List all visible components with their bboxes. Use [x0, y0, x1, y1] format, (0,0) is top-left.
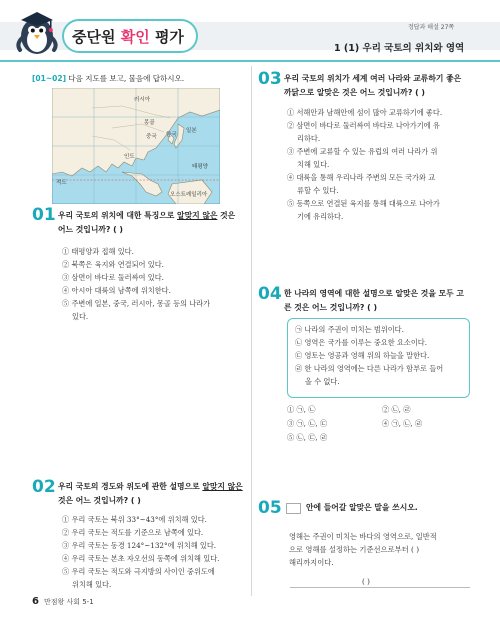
answer-underline	[290, 587, 470, 588]
question-number: 03	[258, 69, 282, 89]
asia-map	[52, 88, 220, 204]
choice-item[interactable]: ③ 우리 국토는 동경 124°~132°에 위치해 있다.	[62, 541, 217, 550]
statement-item: ㉣ 한 나라의 영역에는 다른 나라가 함부로 들어	[295, 364, 444, 373]
choice-item[interactable]: ⑤ 동쪽으로 연결된 육지를 통해 대륙으로 나아가	[287, 199, 440, 208]
map-label-mongolia: 몽골	[144, 120, 155, 126]
statement-item: ㉠ 나라의 주권이 미치는 범위이다.	[295, 325, 404, 334]
option-item[interactable]: ③ ㉠, ㉡, ㉢	[287, 419, 328, 428]
question-number: 02	[32, 477, 56, 497]
choice-item[interactable]: ② 북쪽은 육지와 연결되어 있다.	[62, 260, 164, 269]
statement-item: ㉢ 영토는 영공과 영해 위의 하늘을 말한다.	[295, 351, 430, 360]
map-label-australia: 오스트레일리아	[170, 192, 208, 198]
option-item[interactable]: ① ㉠, ㉡	[287, 405, 316, 414]
choice-item[interactable]: ④ 아시아 대륙의 남쪽에 위치한다.	[62, 286, 171, 295]
question-number: 05	[258, 498, 282, 518]
option-item[interactable]: ⑤ ㉡, ㉢, ㉣	[287, 433, 328, 442]
choice-item[interactable]: ④ 대륙을 통해 우리나라 주변의 모든 국가와 교	[287, 173, 436, 182]
choice-item[interactable]: ① 우리 국토는 북위 33°~43°에 위치해 있다.	[62, 515, 207, 524]
choice-item[interactable]: ③ 삼면이 바다로 둘러싸여 있다.	[62, 273, 164, 282]
choice-item[interactable]: ② 우리 국토는 적도를 기준으로 남쪽에 있다.	[62, 528, 204, 537]
option-item[interactable]: ② ㉡, ㉣	[382, 405, 411, 414]
fill-in-blank-box[interactable]	[286, 503, 301, 514]
choice-continuation: 치해 있다.	[297, 160, 330, 169]
question-text: 한 나라의 영역에 대한 설명으로 알맞은 것을 모두 고 른 것은 어느 것입니까? ( )	[284, 289, 464, 312]
instruction: [01~02] 다음 지도를 보고, 물음에 답하시오.	[32, 74, 185, 83]
statement-item: ㉡ 영역은 국가를 이루는 중요한 요소이다.	[295, 338, 427, 347]
question-text: 우리 국토의 위치가 세계 여러 나라와 교류하기 좋은 까닭으로 알맞은 것은 어느 것입니까? ( )	[284, 74, 462, 97]
choice-continuation: 있다.	[72, 312, 89, 321]
question-text: 안에 들어갈 알맞은 말을 쓰시오.	[306, 503, 418, 512]
choice-item[interactable]: ④ 우리 국토는 본초 자오선의 동쪽에 위치해 있다.	[62, 554, 220, 563]
book-title: 만점왕 사회 5-1	[43, 598, 94, 606]
question-text: 우리 국토의 경도와 위도에 관한 설명으로 알맞지 않은 것은 어느 것입니까? ( )	[58, 482, 243, 505]
page-number: 6	[32, 596, 39, 607]
map-label-equator: 적도	[56, 180, 67, 186]
question-text: 우리 국토의 위치에 대한 특징으로 알맞지 않은 것은 어느 것입니까? ( )	[58, 211, 236, 234]
map-label-japan: 일본	[186, 128, 197, 134]
answer-reference: 정답과 해설 27쪽	[408, 24, 455, 31]
choice-list	[62, 513, 250, 591]
statement-list	[295, 323, 467, 388]
header-divider	[0, 60, 500, 62]
section-title: 1 (1) 우리 국토의 위치와 영역	[334, 43, 465, 54]
answer-blank[interactable]: ( )	[362, 577, 370, 586]
page-footer	[32, 596, 94, 607]
choice-item[interactable]: ⑤ 주변에 일본, 중국, 러시아, 몽골 등의 나라가	[62, 299, 211, 308]
penguin-mascot-icon	[10, 6, 64, 60]
question-number: 01	[32, 205, 56, 225]
choice-continuation: 리하다.	[297, 134, 321, 143]
map-label-russia: 러시아	[134, 97, 150, 103]
choice-item[interactable]: ① 태평양과 접해 있다.	[62, 247, 134, 256]
choice-continuation: 기에 유리하다.	[297, 212, 344, 221]
unit-check-title: 중단원 확인 평가	[72, 28, 184, 46]
choice-continuation: 위치해 있다.	[72, 580, 112, 589]
choice-item[interactable]: ③ 주변에 교류할 수 있는 유럽의 여러 나라가 위	[287, 147, 438, 156]
statement-continuation: 올 수 없다.	[305, 377, 340, 386]
choice-continuation: 류할 수 있다.	[297, 186, 339, 195]
choice-item[interactable]: ② 삼면이 바다로 둘러싸여 바다로 나아가기에 유	[287, 121, 440, 130]
map-label-pacific: 태평양	[192, 164, 208, 170]
choice-item[interactable]: ⑤ 우리 국토는 적도와 극지방의 사이인 중위도에	[62, 567, 215, 576]
map-label-korea: 한국	[166, 132, 177, 138]
choice-item[interactable]: ① 서해안과 남해안에 섬이 많아 교류하기에 좋다.	[287, 108, 443, 117]
map-label-india: 인도	[124, 154, 135, 160]
map-label-china: 중국	[146, 134, 157, 140]
option-item[interactable]: ④ ㉠, ㉡, ㉣	[382, 419, 423, 428]
column-divider	[251, 66, 252, 596]
choice-list	[62, 245, 250, 323]
question-number: 04	[258, 284, 282, 304]
passage: 영해는 주권이 미치는 바다의 영역으로, 일반적 으로 영해를 설정하는 기준선으로부터 ( ) 해리까지이다.	[289, 532, 437, 568]
choice-list	[287, 106, 477, 223]
